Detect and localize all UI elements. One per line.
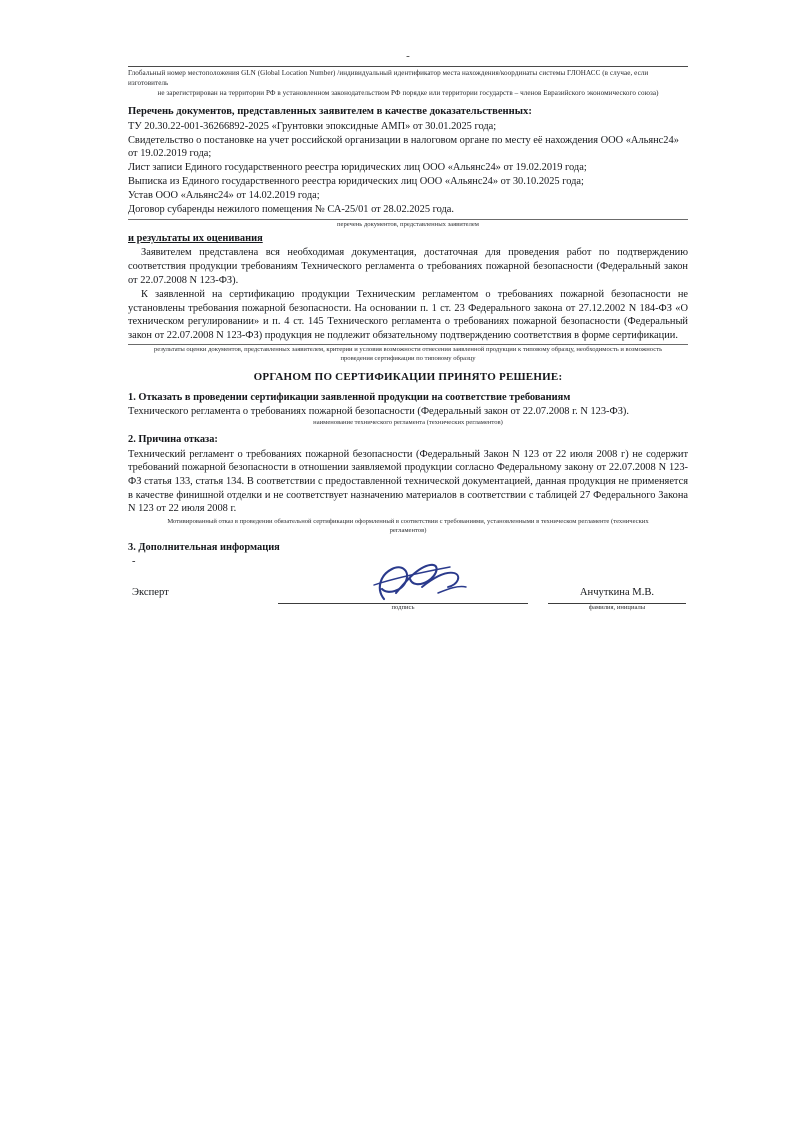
header-note-line-1: Глобальный номер местоположения GLN (Global Location Number) /индивидуальный идентификатор места нахождения/координаты системы ГЛОНАСС (в случае, если изготовитель — [128, 69, 649, 87]
item-2-heading: 2. Причина отказа: — [128, 434, 218, 446]
results-section-title: и результаты их оценивания — [128, 233, 263, 245]
document-content — [128, 52, 688, 621]
documents-list — [128, 120, 688, 216]
signature-block — [128, 587, 688, 621]
list-item: Выписка из Единого государственного реестра юридических лиц ООО «Альянс24» от 30.10.2025 года; — [128, 176, 584, 188]
results-paragraph-2: К заявленной на сертификацию продукции Техническим регламентом о требованиях пожарной безопасности не установлены требования пожарной безопасности. На основании п. 1 ст. 23 Федерального закона от 27.12.2002 N 184-ФЗ «О техническом регулировании» и п. 4 ст. 145 Технического регламента о требованиях пожарной безопасности (Федеральный закон от 22.07.2008 N 123-ФЗ) продукция не подлежит обязательному подтверждению соответствия в форме сертификации. — [128, 289, 688, 341]
item-3-text: - — [132, 556, 136, 568]
list-item: Лист записи Единого государственного реестра юридических лиц ООО «Альянс24» от 19.02.2019 года; — [128, 162, 587, 174]
header-note-line-2: не зарегистрирован на территории РФ в установленном законодательством РФ порядке или территории государств – членов Евразийского экономического союза) — [157, 89, 659, 97]
signature-caption: подпись — [391, 604, 415, 612]
documents-section-title: Перечень документов, представленных заявителем в качестве доказательственных: — [128, 106, 532, 117]
divider-top — [128, 66, 688, 67]
list-item: Договор субаренды нежилого помещения № СА-25/01 от 28.02.2025 года. — [128, 203, 455, 215]
item-1-text: Технического регламента о требованиях пожарной безопасности (Федеральный закон от 22.07.2008 г. N 123-ФЗ). — [128, 405, 629, 417]
list-item: Свидетельство о постановке на учет российской организации в налоговом органе по месту её нахождения ООО «Альянс24» от 19.02.2019 года; — [128, 134, 679, 160]
item-1-heading: 1. Отказать в проведении сертификации заявленной продукции на соответствие требованиям — [128, 391, 571, 403]
item-2-caption-line-2: регламентов) — [389, 526, 427, 534]
decision-heading: ОРГАНОМ ПО СЕРТИФИКАЦИИ ПРИНЯТО РЕШЕНИЕ: — [253, 370, 563, 383]
list-item: ТУ 20.30.22-001-36266892-2025 «Грунтовки эпоксидные АМП» от 30.01.2025 года; — [128, 121, 497, 132]
results-caption-line-2: проведения сертификации по типовому образцу — [340, 354, 476, 362]
expert-name: Анчуткина М.В. — [579, 587, 655, 599]
item-1-caption: наименование технического регламента (технических регламентов) — [313, 419, 503, 427]
list-item: Устав ООО «Альянс24» от 14.02.2019 года; — [128, 190, 320, 202]
item-2-caption-line-1: Мотивированный отказ в проведении обязательной сертификации оформленный в соответствии с требованиями, установленными в техническом регламенте (технических — [167, 517, 649, 525]
results-paragraph-1: Заявителем представлена вся необходимая документация, достаточная для проведения работ по подтверждению соответствия продукции требованиям Технического регламента о требованиях пожарной безопасности (Федеральный закон от 22.07.2008 N 123-ФЗ). — [128, 247, 688, 286]
expert-role-label: Эксперт — [132, 587, 169, 599]
documents-list-caption: перечень документов, представленных заявителем — [337, 221, 479, 229]
name-caption: фамилия, инициалы — [588, 604, 646, 612]
item-3-heading: 3. Дополнительная информация — [128, 541, 280, 553]
top-marker: - — [406, 50, 410, 62]
results-caption-line-1: результаты оценки документов, представленных заявителем, критерии и условия возможности отнесения заявленной продукции к типовому образцу, необходимость и возможность — [153, 345, 663, 353]
item-2-text: Технический регламент о требованиях пожарной безопасности (Федеральный Закон N 123 от 22 июля 2008 г) не содержит требований пожарной безопасности в отношении заявляемой продукции согласно Федеральному закону от 22.07.2008 N 123-ФЗ статья 133, статья 134. В соответствии с предоставленной технической документацией, данная продукция не применяется в качестве финишной отделки и не соответствует назначению материалов в соответствии с таблицей 27 Федерального Закона N 123 от 22 июля 2008 г. — [128, 448, 688, 515]
